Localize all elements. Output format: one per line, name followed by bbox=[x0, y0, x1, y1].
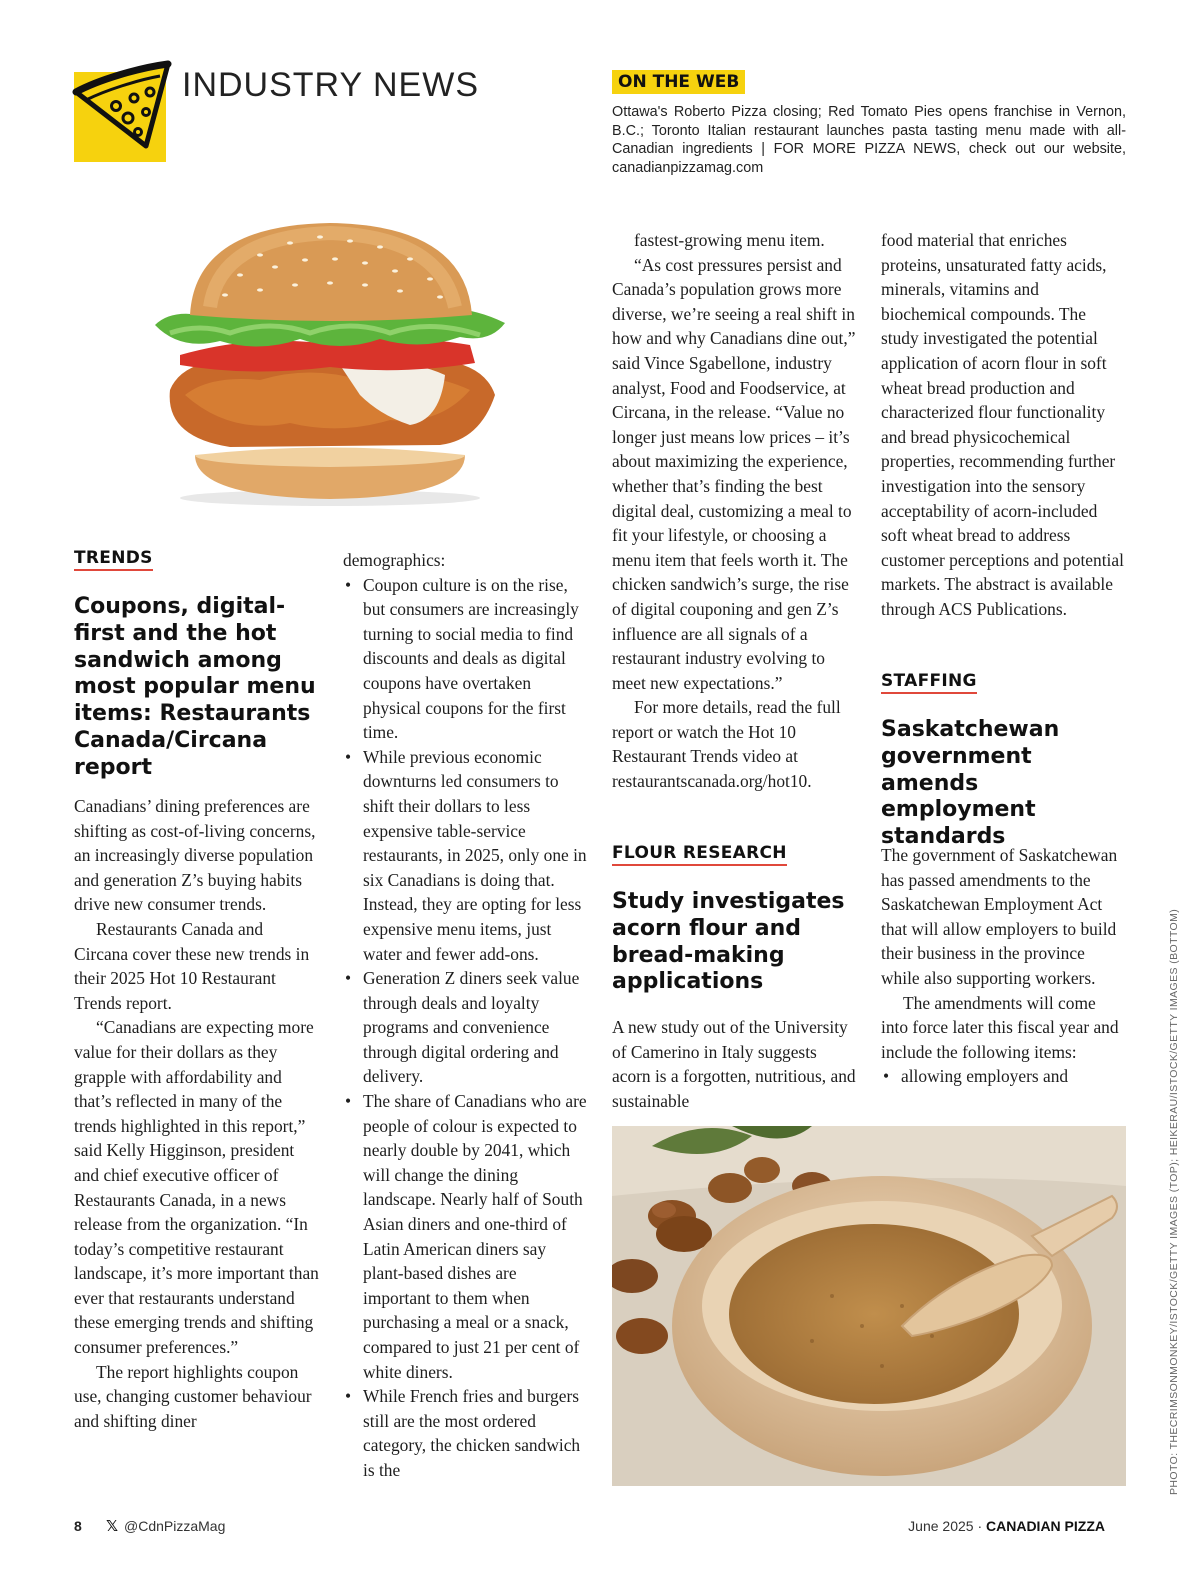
staffing-body bbox=[881, 843, 1127, 1089]
paragraph: For more details, read the full report or watch the Hot 10 Restaurant Trends video at restaurantscanada.org/hot10. bbox=[612, 697, 841, 792]
list-item: • Generation Z diners seek value through deals and loyalty programs and convenience through digital ordering and delivery. bbox=[343, 966, 588, 1089]
trends-headline: Coupons, digital-first and the hot sandwich among most popular menu items: Restaurants Canada/Circana report bbox=[74, 594, 316, 780]
list-item: • Coupon culture is on the rise, but consumers are increasingly turning to social media to find discounts and deals as digital coupons have overtaken physical coupons for the first time. bbox=[343, 573, 588, 745]
paragraph: The report highlights coupon use, changing customer behaviour and shifting diner bbox=[74, 1361, 312, 1431]
section-label-staffing: STAFFING bbox=[881, 671, 977, 694]
trends-body-col3 bbox=[612, 228, 858, 794]
trends-bullet-list bbox=[343, 573, 588, 1483]
paragraph: “As cost pressures persist and Canada’s population grows more diverse, we’re seeing a real shift in how and why Canadians dine out,” said Vince Sgabellone, industry analyst, Food and Foodservice, at Circana, in the release. “Value no longer just means low prices – it’s about maximizing the experience, whether that’s finding the best digital deal, customizing a meal to fit your lifestyle, or choosing a menu item that feels worth it. The chicken sandwich’s surge, the rise of digital couponing and gen Z’s influence are all signals of a restaurant industry evolving to meet new expectations.” bbox=[612, 254, 856, 693]
footer-date: June 2025 · bbox=[908, 1518, 983, 1534]
list-item: • The share of Canadians who are people of colour is expected to nearly double by 2041, which will change the dining landscape. Nearly half of South Asian diners and one-third of Latin American diners say plant-based dishes are important to them when purchasing a meal or a snack, compared to just 21 per cent of white diners. bbox=[343, 1089, 588, 1384]
list-item: • While previous economic downturns led consumers to shift their dollars to less expensive table-service restaurants, in 2025, only one in six Canadians is doing that. Instead, they are opting for less expensive menu items, just water and fewer add-ons. bbox=[343, 745, 588, 966]
chicken-sandwich-photo bbox=[140, 215, 520, 515]
paragraph: The government of Saskatchewan has passed amendments to the Saskatchewan Employment Act that will allow employers to build their business in the province while also supporting workers. bbox=[881, 845, 1118, 988]
photo-credit: PHOTO: THECRIMSONMONKEY/ISTOCK/GETTY IMAGES (TOP); HEIKERAU/ISTOCK/GETTY IMAGES (BOTTOM) bbox=[1168, 908, 1180, 1495]
trends-body-col1 bbox=[74, 794, 319, 1433]
pizza-logo bbox=[74, 72, 166, 162]
magazine-name: CANADIAN PIZZA bbox=[986, 1518, 1105, 1534]
list-item: • While French fries and burgers still are the most ordered category, the chicken sandwich is the bbox=[343, 1384, 588, 1482]
flour-body-col4: food material that enriches proteins, unsaturated fatty acids, minerals, vitamins and biochemical compounds. The study investigated the potential application of acorn flour in soft wheat bread production and characterized flour functionality and bread physicochemical properties, recommending further investigation into the sensory acceptability of acorn-included soft wheat bread to address customer perceptions and potential markets. The abstract is available through ACS Publications. bbox=[881, 230, 1124, 619]
trends-body-col2 bbox=[343, 548, 588, 1483]
staffing-bullet-list bbox=[881, 1064, 1127, 1089]
x-logo-icon: 𝕏 bbox=[106, 1518, 119, 1535]
paragraph: The amendments will come into force later this fiscal year and include the following items: bbox=[881, 992, 1119, 1062]
paragraph: Restaurants Canada and Circana cover these new trends in their 2025 Hot 10 Restaurant Trends report. bbox=[74, 918, 310, 1013]
paragraph: fastest-growing menu item. bbox=[634, 230, 825, 250]
paragraph: demographics: bbox=[343, 550, 446, 570]
flour-body-col3: A new study out of the University of Camerino in Italy suggests acorn is a forgotten, nutritious, and sustainable bbox=[612, 1017, 856, 1111]
pizza-slice-icon bbox=[68, 56, 188, 156]
staffing-headline: Saskatchewan government amends employment standards bbox=[881, 717, 1060, 850]
section-title: INDUSTRY NEWS bbox=[182, 66, 480, 104]
section-label-trends: TRENDS bbox=[74, 548, 153, 571]
list-item: • allowing employers and bbox=[881, 1064, 1127, 1089]
paragraph: “Canadians are expecting more value for their dollars as they grapple with affordability and that’s reflected in many of the trends highlighted in this report,” said Kelly Higginson, president and chief executive officer of Restaurants Canada, in a news release from the organization. “In today’s competitive restaurant landscape, it’s more important than ever that restaurants understand these emerging trends and shifting consumer preferences.” bbox=[74, 1017, 319, 1358]
footer-issue bbox=[908, 1518, 1105, 1534]
on-the-web-text: Ottawa's Roberto Pizza closing; Red Tomato Pies opens franchise in Vernon, B.C.; Toronto Italian restaurant launches pasta tasting menu made with all-Canadian ingredients | FOR MORE PIZZA NEWS, check out our website, canadianpizzamag.com bbox=[612, 104, 1126, 176]
on-the-web-label: ON THE WEB bbox=[612, 70, 745, 94]
flour-headline: Study investigates acorn flour and bread-making applications bbox=[612, 889, 845, 995]
paragraph: Canadians’ dining preferences are shifting as cost-of-living concerns, an increasingly diverse population and generation Z’s buying habits drive new consumer trends. bbox=[74, 796, 316, 915]
page-number: 8 bbox=[74, 1518, 82, 1534]
social-handle-link[interactable]: @CdnPizzaMag bbox=[124, 1518, 226, 1534]
acorn-flour-photo bbox=[612, 1126, 1126, 1486]
section-label-flour-research: FLOUR RESEARCH bbox=[612, 843, 787, 866]
